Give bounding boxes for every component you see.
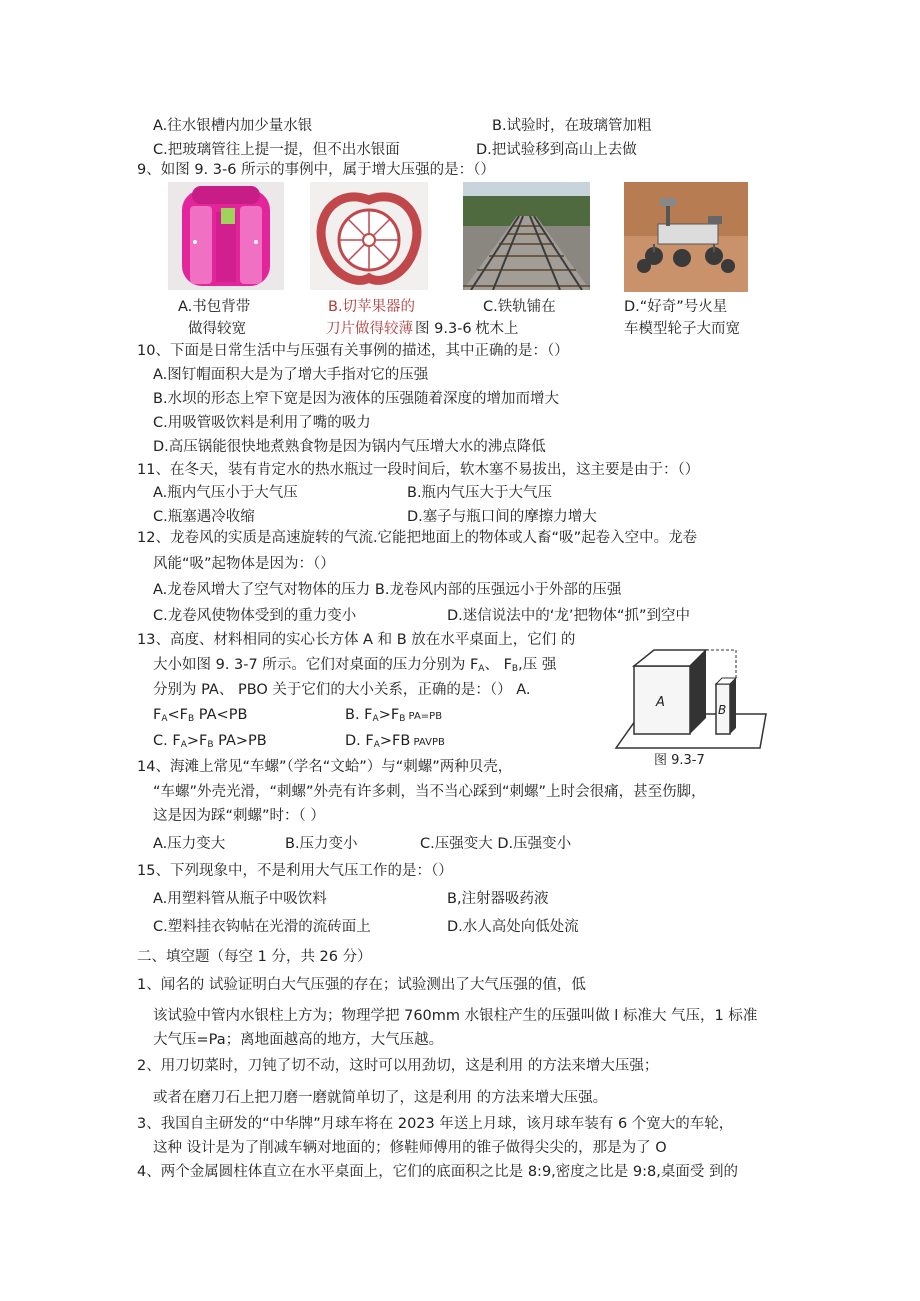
q13-option-a: $F_A<F_B$ PA<PB bbox=[153, 707, 248, 724]
q15-option-b: B,注射器吸药液 bbox=[447, 891, 549, 907]
fill-1-line3: 大气压=Pa；离地面越高的地方，大气压越。 bbox=[153, 1032, 444, 1048]
figure-caption-9-3-7: 图 9.3-7 bbox=[654, 753, 705, 768]
q10-option-a: A.图钉帽面积大是为了增大手指对它的压强 bbox=[153, 367, 429, 383]
figure-label-a: A bbox=[656, 695, 665, 710]
q12-stem-line2: 风能“吸”起物体是因为：（） bbox=[153, 556, 335, 572]
q14-stem-line3: 这是因为踩“刺螺”时：（ ） bbox=[153, 808, 325, 824]
apple-cutter-photo bbox=[310, 182, 428, 290]
q12-option-ab: A.龙卷风增大了空气对物体的压力 B.龙卷风内部的压强远小于外部的压强 bbox=[153, 582, 622, 598]
mars-rover-photo bbox=[624, 182, 748, 292]
fill-2-line1: 2、用刀切菜时，刀钝了切不动，这时可以用劲切，这是利用 的方法来增大压强； bbox=[137, 1058, 659, 1074]
q9-figure-caption: 图 9.3-6 bbox=[415, 321, 472, 337]
q9-option-a-line2: 做得较宽 bbox=[188, 321, 246, 337]
q9-option-d-line1: D.“好奇”号火星 bbox=[624, 299, 728, 315]
q15-stem: 15、下列现象中，不是利用大气压工作的是：（） bbox=[137, 863, 453, 879]
section-2-title: 二、填空题（每空 1 分，共 26 分） bbox=[137, 949, 372, 965]
q11-stem: 11、在冬天，装有肯定水的热水瓶过一段时间后，软木塞不易拔出，这主要是由于：（） bbox=[137, 462, 700, 478]
figure-label-b: B bbox=[718, 703, 727, 717]
fill-4-line1: 4、两个金属圆柱体直立在水平桌面上，它们的底面积之比是 8:9,密度之比是 9:8,桌面受 到的 bbox=[137, 1164, 738, 1180]
q15-option-c: C.塑料挂衣钩帖在光滑的流砖面上 bbox=[153, 919, 371, 935]
q11-option-b: B.瓶内气压大于大气压 bbox=[407, 485, 553, 501]
q10-stem: 10、下面是日常生活中与压强有关事例的描述，其中正确的是：（） bbox=[137, 343, 569, 359]
figure-9-3-7 bbox=[610, 636, 770, 768]
fill-3-line1: 3、我国自主研发的“中华牌”月球车将在 2023 年送上月球，该月球车装有 6 个宽大的车轮， bbox=[137, 1116, 734, 1132]
q12-option-d: D.迷信说法中的‘龙’把物体“抓”到空中 bbox=[447, 608, 691, 624]
fill-3-line2: 这种 设计是为了削减车辆对地面的；修鞋师傅用的锥子做得尖尖的，那是为了 O bbox=[153, 1140, 667, 1156]
q12-stem-line1: 12、龙卷风的实质是高速旋转的气流.它能把地面上的物体或人畜“吸”起卷入空中。龙卷 bbox=[137, 530, 698, 546]
q14-stem-line2: “车螺”外壳光滑，“刺螺”外壳有许多刺，当不当心踩到“刺螺”上时会很痛，甚至伤脚， bbox=[153, 784, 706, 800]
q14-option-cd: C.压强变大 D.压强变小 bbox=[420, 836, 572, 852]
q15-option-a: A.用塑料管从瓶子中吸饮料 bbox=[153, 891, 327, 907]
q14-option-b: B.压力变小 bbox=[285, 836, 358, 852]
q11-option-c: C.瓶塞遇冷收缩 bbox=[153, 509, 255, 525]
q9-option-b-line1: B.切苹果器的 bbox=[328, 299, 416, 315]
q13-option-b: B. $F_A>F_B$ PA=PB bbox=[345, 707, 443, 724]
fill-2-line2: 或者在磨刀石上把刀磨一磨就简单切了，这是利用 的方法来增大压强。 bbox=[153, 1090, 608, 1106]
q11-option-a: A.瓶内气压小于大气压 bbox=[153, 485, 298, 501]
fill-1-line2: 该试验中管内水银柱上方为；物理学把 760mm 水银柱产生的压强叫做 l 标准大 气压，1 标准 bbox=[153, 1008, 758, 1024]
q13-stem-line2: 大小如图 9. 3-7 所示。它们对桌面的压力分别为 $F_A$、 $F_B$,压 强 bbox=[153, 657, 557, 674]
q10-option-b: B.水坝的形态上窄下宽是因为液体的压强随着深度的增加而增大 bbox=[153, 391, 560, 407]
q9-stem: 9、如图 9. 3-6 所示的事例中，属于增大压强的是：（） bbox=[137, 162, 495, 178]
fill-1-line1: 1、闻名的 试验证明白大气压强的存在；试验测出了大气压强的值，低 bbox=[137, 977, 586, 993]
q13-option-c: C. $F_A>F_B$ PA>PB bbox=[153, 733, 267, 750]
q13-option-d: D. $F_A>FB$ PAVPB bbox=[345, 733, 445, 750]
q9-option-a-line1: A.书包背带 bbox=[178, 299, 251, 315]
q8-option-a: A.往水银槽内加少量水银 bbox=[153, 118, 313, 134]
q10-option-d: D.高压锅能很快地煮熟食物是因为锅内气压增大水的沸点降低 bbox=[153, 439, 546, 455]
backpack-photo bbox=[168, 182, 284, 290]
q9-option-c-line2: 枕木上 bbox=[475, 321, 519, 337]
q9-option-d-line2: 车模型轮子大而宽 bbox=[624, 321, 740, 337]
q9-option-c-line1: C.铁轨铺在 bbox=[483, 299, 556, 315]
q8-option-b: B.试验时，在玻璃管加粗 bbox=[492, 118, 652, 134]
q11-option-d: D.塞子与瓶口间的摩擦力增大 bbox=[407, 509, 597, 525]
q15-option-d: D.水人高处向低处流 bbox=[447, 919, 579, 935]
q8-option-d: D.把试验移到高山上去做 bbox=[476, 142, 637, 158]
q10-option-c: C.用吸管吸饮料是利用了嘴的吸力 bbox=[153, 415, 371, 431]
q13-stem-line3: 分别为 PA、 PBO 关于它们的大小关系，正确的是：（） A. bbox=[153, 682, 531, 698]
q9-option-b-line2: 刀片做得较薄 bbox=[326, 321, 413, 337]
q13-stem-line1: 13、高度、材料相同的实心长方体 A 和 B 放在水平桌面上，它们 的 bbox=[137, 632, 576, 648]
q14-stem-line1: 14、海滩上常见“车螺”（学名“文蛤”）与“刺螺”两种贝壳， bbox=[137, 759, 513, 775]
q8-option-c: C.把玻璃管往上提一提，但不出水银面 bbox=[153, 142, 400, 158]
q14-option-a: A.压力变大 bbox=[153, 836, 226, 852]
q12-option-c: C.龙卷风使物体受到的重力变小 bbox=[153, 608, 357, 624]
railway-photo bbox=[463, 182, 590, 290]
